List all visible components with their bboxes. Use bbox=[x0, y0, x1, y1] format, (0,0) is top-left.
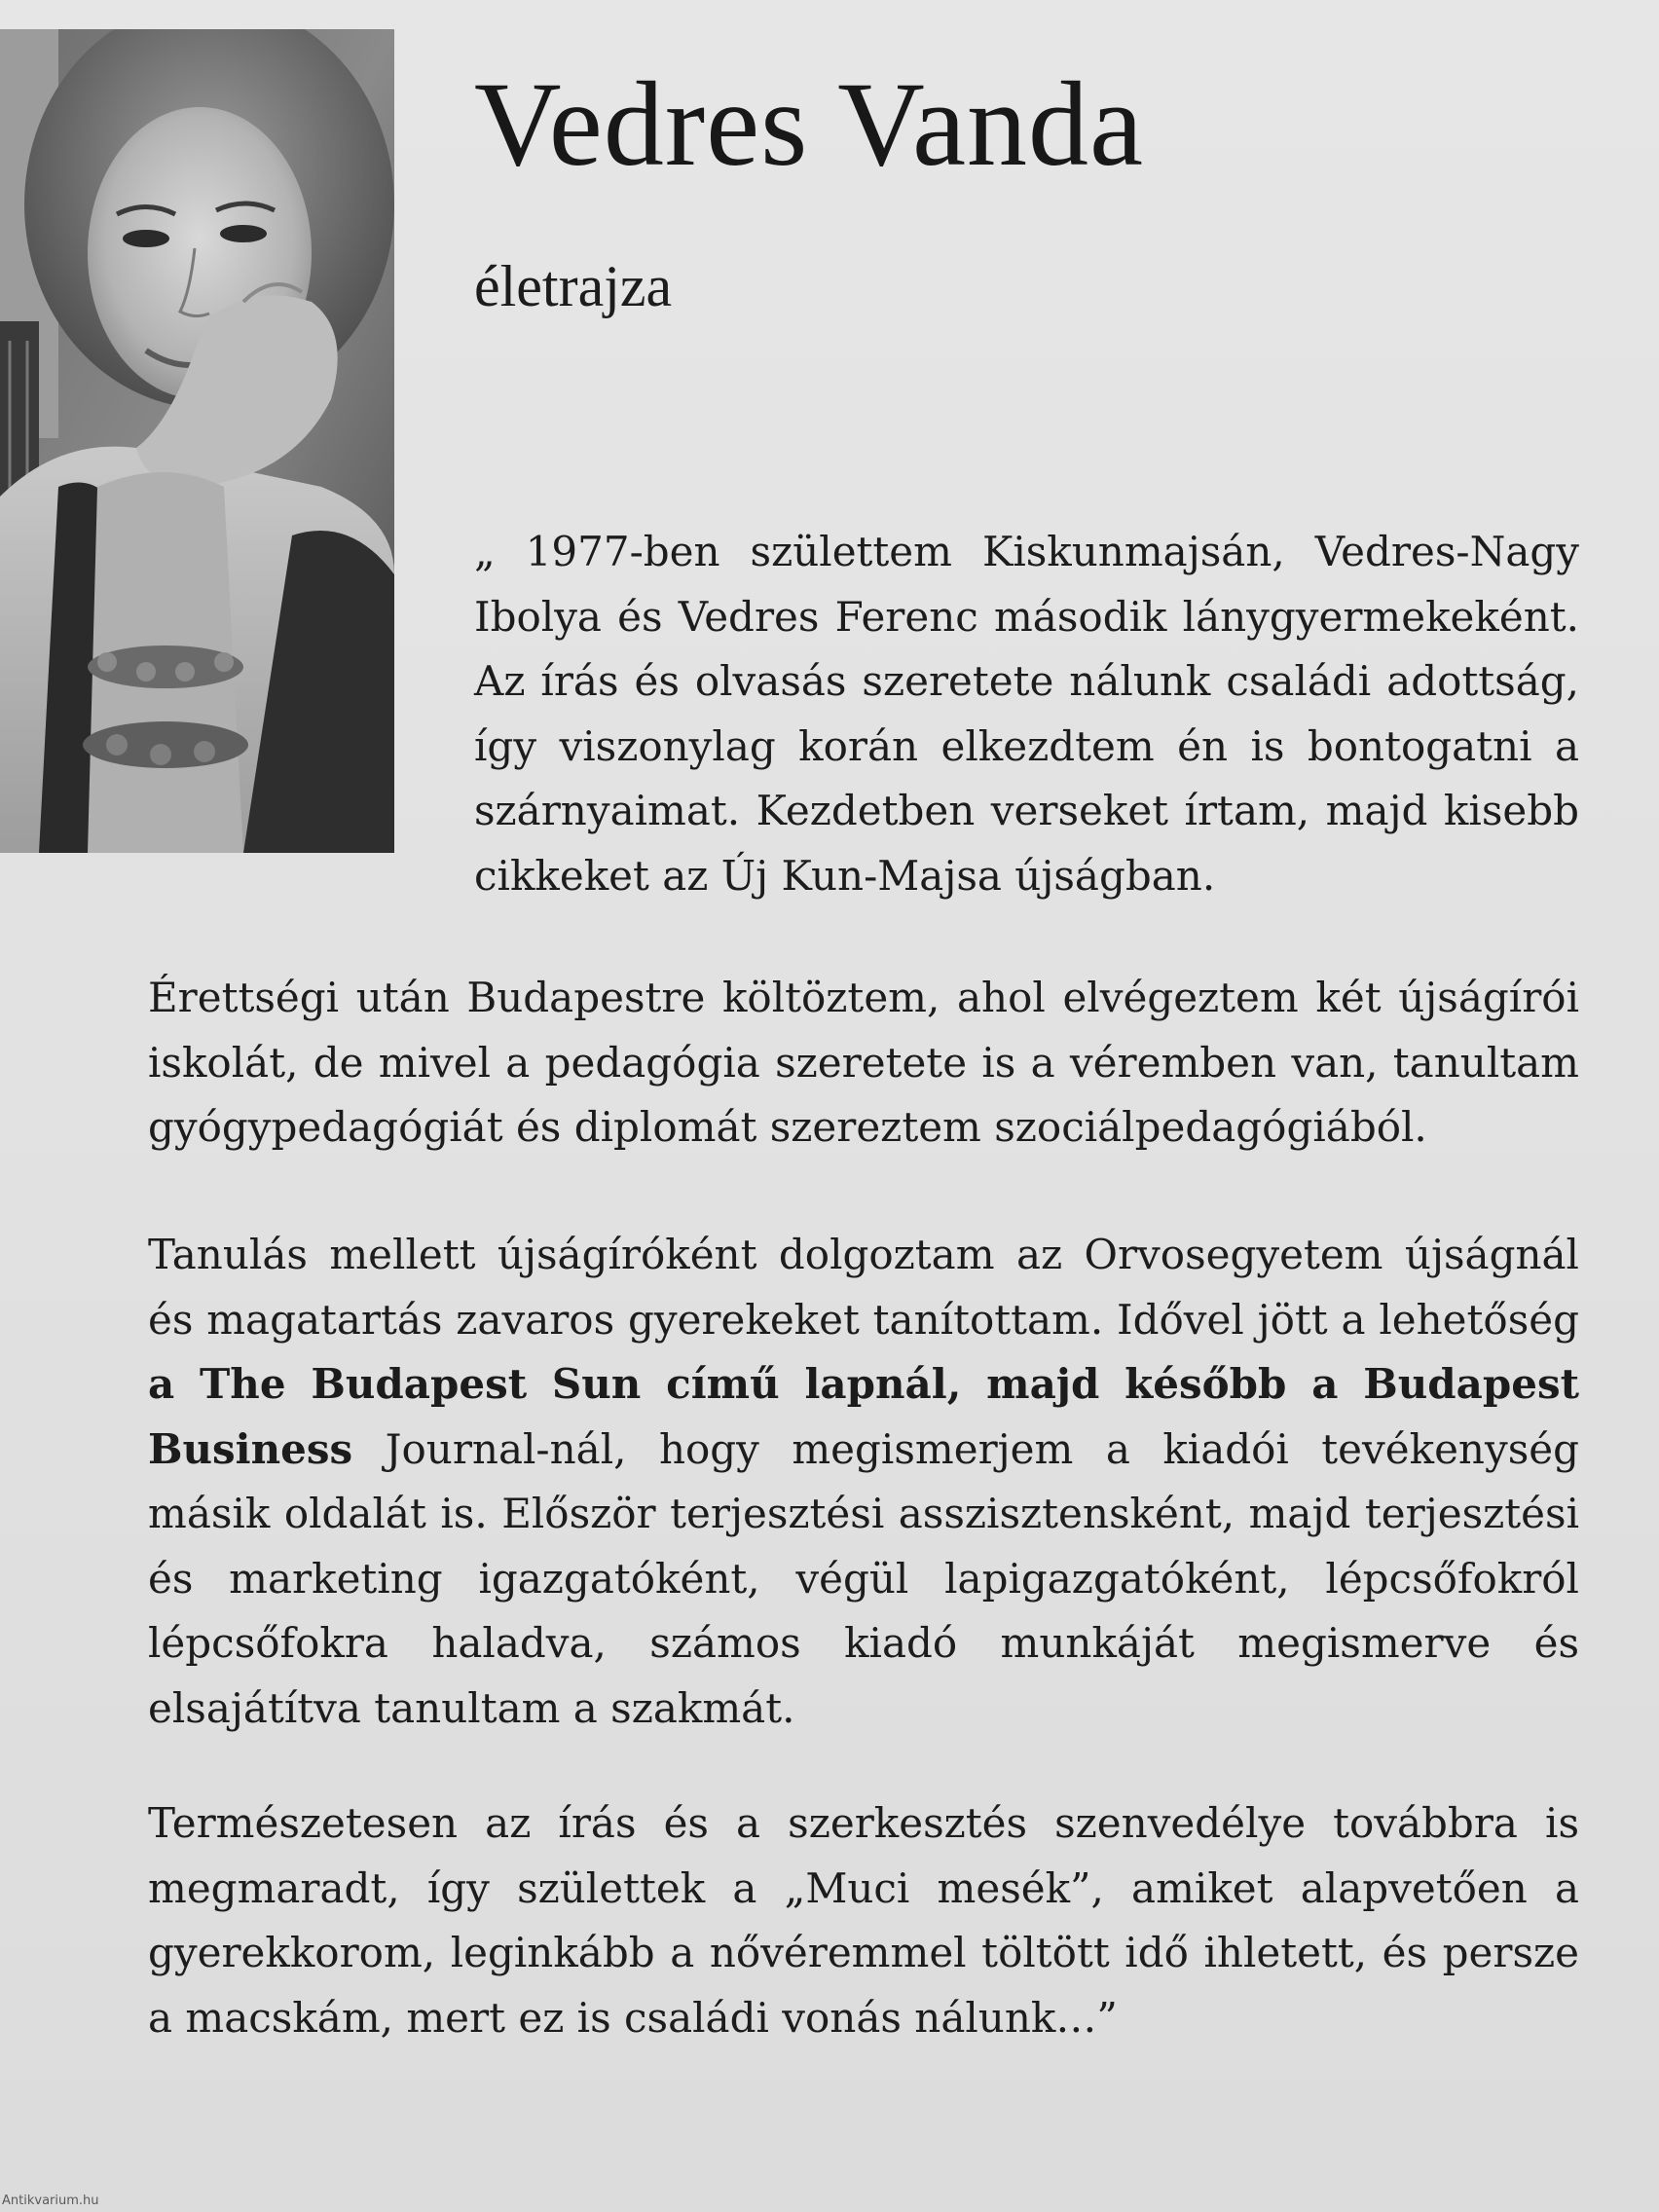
paragraph-studies: Érettségi után Budapestre költöztem, ahol elvégeztem két újságírói iskolát, de mivel a pedagógia szeretete is a véremben van, tanultam gyógypedagógiát és diplomát szereztem szociálpedagógiából. bbox=[148, 974, 1579, 1151]
paragraph-career-end: Journal-nál, hogy megismerjem a kiadói tevékenység másik oldalát is. Először terjesztési asszisztensként, majd terjesztési és marketing igazgatóként, végül lapigazgatóként, lépcsőfokról lépcsőfokra haladva, számos kiadó munkáját megismerve és elsajátítva tanultam a szakmát. bbox=[148, 1424, 1579, 1732]
watermark: Antikvarium.hu bbox=[2, 2194, 99, 2208]
page-subtitle: életrajza bbox=[474, 254, 673, 318]
paragraph-muci-mesek: Természetesen az írás és a szerkesztés szenvedélye továbbra is megmaradt, így születtek a „Muci mesék”, amiket alapvetően a gyerekkorom, leginkább a nővéremmel töltött idő ihletett, és persze a macskám, mert ez is családi vonás nálunk…” bbox=[148, 1799, 1579, 2042]
portrait-photo-icon bbox=[0, 29, 394, 853]
paragraph-career bbox=[148, 1223, 1579, 1741]
paragraph-career-start: Tanulás mellett újságíróként dolgoztam az Orvosegyetem újságnál és magatartás zavaros gyerekeket tanítottam. Idővel jött a lehetőség bbox=[148, 1231, 1579, 1344]
paragraph-intro: „ 1977-ben születtem Kiskunmajsán, Vedres-Nagy Ibolya és Vedres Ferenc második lánygyermekeként. Az írás és olvasás szeretete nálunk családi adottság, így viszonylag korán elkezdtem én is bontogatni a szárnyaimat. Kezdetben verseket írtam, majd kisebb cikkeket az Új Kun-Majsa újságban. bbox=[474, 528, 1579, 900]
author-photo bbox=[0, 29, 394, 853]
paragraph-career-bold: a The Budapest Sun című lapnál, majd később a Budapest Business bbox=[148, 1360, 1579, 1473]
page-title: Vedres Vanda bbox=[474, 57, 1145, 191]
